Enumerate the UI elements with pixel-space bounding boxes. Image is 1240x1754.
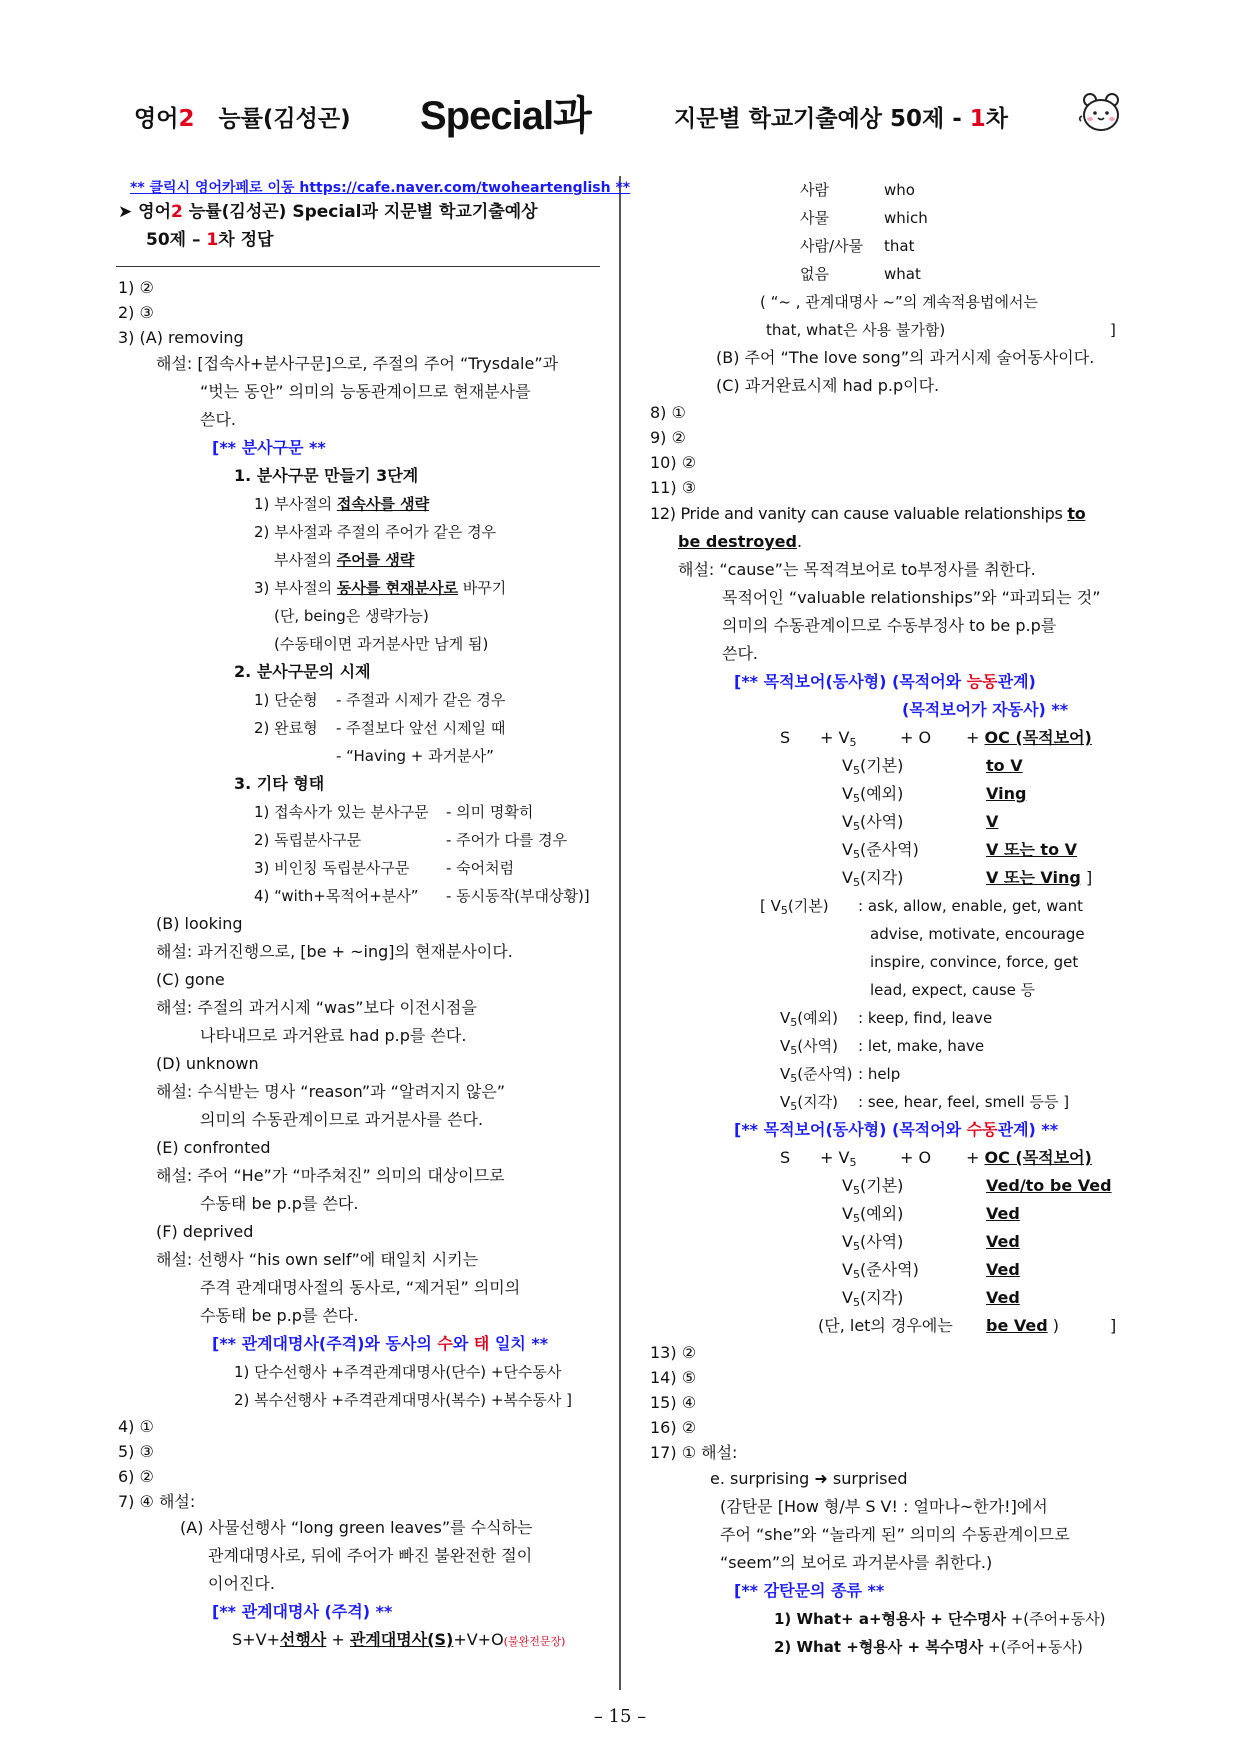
verb-list-row: $V_5$(사역) : let, make, have	[780, 1037, 985, 1057]
grammar-line: (단, being은 생략가능)	[274, 607, 429, 625]
explanation-line: 쓴다.	[200, 410, 236, 429]
header-lesson-title: Special과	[420, 94, 591, 138]
answer-2: 2) ③	[118, 303, 154, 322]
explanation-line: 해설: “cause”는 목적격보어로 to부정사를 취한다.	[678, 560, 1036, 579]
grammar-line: 1) 부사절의 접속사를 생략	[254, 495, 430, 513]
answer-12: 12) Pride and vanity can cause valuable relationships to	[650, 504, 1086, 523]
explanation-line: 관계대명사로, 뒤에 주어가 빠진 불완전한 절이	[208, 1546, 533, 1565]
answer-5: 5) ③	[118, 1442, 154, 1461]
grammar-subtitle: 1. 분사구문 만들기 3단계	[234, 466, 419, 485]
rel-table-row: 사람 who	[800, 181, 915, 199]
answer-13: 13) ②	[650, 1343, 697, 1362]
pattern-row: $V_5$(사역) V	[842, 812, 999, 833]
note-line: ( “~ , 관계대명사 ~”의 계속적용법에서는	[760, 293, 1039, 311]
explanation-line: 주어 “she”와 “놀라게 된” 의미의 수동관계이므로	[720, 1525, 1070, 1544]
grammar-line: 1) What+ a+형용사 + 단수명사 +(주어+동사)	[774, 1610, 1106, 1628]
answer-14: 14) ⑤	[650, 1368, 697, 1387]
column-divider	[619, 176, 621, 1690]
grammar-line: 2) What +형용사 + 복수명사 +(주어+동사)	[774, 1638, 1083, 1656]
bear-face-icon	[1076, 88, 1126, 138]
answer-10: 10) ②	[650, 453, 697, 472]
grammar-line: 4) “with+목적어+분사” - 동시동작(부대상황)]	[254, 887, 590, 905]
verb-list-row: lead, expect, cause 등	[870, 981, 1036, 999]
cafe-link[interactable]: ** 클릭시 영어카페로 이동 https://cafe.naver.com/twoheartenglish **	[130, 180, 631, 196]
rel-table-row: 사람/사물 that	[800, 237, 915, 255]
answer-title: ➤ 영어2 능률(김성곤) Special과 지문별 학교기출예상	[118, 202, 538, 222]
page-header	[130, 80, 1130, 140]
explanation-line: (A) 사물선행사 “long green leaves”를 수식하는	[180, 1518, 533, 1537]
grammar-box-title: [** 분사구문 **	[212, 438, 326, 457]
answer-11: 11) ③	[650, 478, 697, 497]
verb-list-row: [ $V_5$(기본) : ask, allow, enable, get, want	[760, 897, 1083, 917]
verb-list-row: inspire, convince, force, get	[870, 953, 1079, 971]
answer-part: (D) unknown	[156, 1054, 259, 1073]
answer-12-cont: be destroyed.	[678, 532, 803, 551]
explanation-line: 목적어인 “valuable relationships”와 “파괴되는 것”	[722, 588, 1101, 607]
explanation-line: 해설: 수식받는 명사 “reason”과 “알려지지 않은”	[156, 1082, 506, 1101]
grammar-line: 1) 단수선행사 +주격관계대명사(단수) +단수동사	[234, 1363, 562, 1381]
explanation-line: (B) 주어 “The love song”의 과거시제 술어동사이다.	[716, 348, 1095, 367]
explanation-line: 해설: 선행사 “his own self”에 태일치 시키는	[156, 1250, 479, 1269]
grammar-box-title: [** 감탄문의 종류 **	[734, 1581, 885, 1600]
answer-title-line2: 50제 – 1차 정답	[146, 230, 274, 250]
explanation-line: “seem”의 보어로 과거분사를 취한다.)	[720, 1553, 993, 1572]
header-subject: 영어2 능률(김성곤)	[134, 106, 351, 132]
pattern-formula: S + $V_5$ + O + OC (목적보어)	[780, 1148, 1092, 1169]
verb-list-row: advise, motivate, encourage	[870, 925, 1085, 943]
grammar-box-title: (목적보어가 자동사) **	[902, 700, 1069, 719]
rel-table-row: 사물 which	[800, 209, 928, 227]
page-number: – 15 –	[593, 1706, 647, 1727]
answer-6: 6) ②	[118, 1467, 154, 1486]
explanation-line: 의미의 수동관계이므로 수동부정사 to be p.p를	[722, 616, 1057, 635]
answer-17: 17) ① 해설:	[650, 1443, 738, 1462]
explanation-line: “벗는 동안” 의미의 능동관계이므로 현재분사를	[200, 382, 531, 401]
answer-8: 8) ①	[650, 403, 686, 422]
grammar-box-title: [** 목적보어(동사형) (목적어와 수동관계) **	[734, 1120, 1059, 1139]
grammar-line: 3) 비인칭 독립분사구문 - 숙어처럼	[254, 859, 515, 877]
verb-list-row: $V_5$(준사역) : help	[780, 1065, 901, 1085]
explanation-line: 주격 관계대명사절의 동사로, “제거된” 의미의	[200, 1278, 521, 1297]
grammar-line: 부사절의 주어를 생략	[274, 551, 415, 569]
pattern-row: $V_5$(지각) Ved	[842, 1288, 1020, 1309]
answer-part: (C) gone	[156, 970, 225, 989]
answer-9: 9) ②	[650, 428, 686, 447]
right-column	[650, 176, 1130, 1661]
pattern-note: (단, let의 경우에는 be Ved ) ]	[818, 1316, 1117, 1335]
left-column	[118, 176, 631, 1654]
pattern-row: $V_5$(기본) Ved/to be Ved	[842, 1176, 1112, 1197]
explanation-line: 이어진다.	[208, 1574, 275, 1593]
verb-list-row: $V_5$(예외) : keep, find, leave	[780, 1009, 993, 1029]
answer-16: 16) ②	[650, 1418, 697, 1437]
note-line: that, what은 사용 불가함) ]	[766, 321, 1116, 339]
grammar-line: - “Having + 과거분사”	[336, 747, 494, 765]
grammar-line: S+V+선행사 + 관계대명사(S)+V+O(불완전문장)	[232, 1630, 566, 1649]
explanation-line: 수동태 be p.p를 쓴다.	[200, 1194, 359, 1213]
pattern-row: $V_5$(사역) Ved	[842, 1232, 1020, 1253]
pattern-row: $V_5$(준사역) Ved	[842, 1260, 1020, 1281]
explanation-line: 쓴다.	[722, 644, 758, 663]
answer-part: (F) deprived	[156, 1222, 254, 1241]
explanation-line: 나타내므로 과거완료 had p.p를 쓴다.	[200, 1026, 467, 1045]
explanation-line: 해설: 주절의 과거시제 “was”보다 이전시점을	[156, 998, 477, 1017]
answer-part: (E) confronted	[156, 1138, 271, 1157]
grammar-line: 2) 독립분사구문 - 주어가 다를 경우	[254, 831, 568, 849]
grammar-line: 3) 부사절의 동사를 현재분사로 바꾸기	[254, 579, 507, 597]
explanation-line: 의미의 수동관계이므로 과거분사를 쓴다.	[200, 1110, 484, 1129]
answer-part: (B) looking	[156, 914, 243, 933]
grammar-box-title: [** 관계대명사(주격)와 동사의 수와 태 일치 **	[212, 1334, 549, 1353]
pattern-row: $V_5$(준사역) V 또는 to V	[842, 840, 1078, 861]
header-exam-title: 지문별 학교기출예상 50제 - 1차	[674, 106, 1008, 132]
explanation-line: (C) 과거완료시제 had p.p이다.	[716, 376, 940, 395]
grammar-line: 2) 부사절과 주절의 주어가 같은 경우	[254, 523, 497, 541]
answer-4: 4) ①	[118, 1417, 154, 1436]
verb-list-row: $V_5$(지각) : see, hear, feel, smell 등등 ]	[780, 1093, 1070, 1113]
explanation-line: e. surprising ➜ surprised	[710, 1469, 908, 1488]
pattern-row: $V_5$(예외) Ving	[842, 784, 1027, 805]
answer-15: 15) ④	[650, 1393, 697, 1412]
pattern-row: $V_5$(지각) V 또는 Ving ]	[842, 868, 1093, 889]
pattern-row: $V_5$(예외) Ved	[842, 1204, 1020, 1225]
grammar-subtitle: 3. 기타 형태	[234, 774, 325, 793]
pattern-formula: S + $V_5$ + O + OC (목적보어)	[780, 728, 1092, 749]
grammar-box-title: [** 목적보어(동사형) (목적어와 능동관계)	[734, 672, 1036, 691]
explanation-line: (감탄문 [How 형/부 S V! : 얼마나~한가!]에서	[720, 1497, 1048, 1516]
grammar-line: 1) 접속사가 있는 분사구문 - 의미 명확히	[254, 803, 534, 821]
grammar-box-title: [** 관계대명사 (주격) **	[212, 1602, 393, 1621]
answer-7: 7) ④ 해설:	[118, 1492, 196, 1511]
explanation-line: 해설: 주어 “He”가 “마주쳐진” 의미의 대상이므로	[156, 1166, 505, 1185]
answer-3: 3) (A) removing	[118, 328, 244, 347]
grammar-line: 2) 완료형 - 주절보다 앞선 시제일 때	[254, 719, 506, 737]
title-rule	[116, 266, 600, 267]
grammar-line: (수동태이면 과거분사만 남게 됨)	[274, 635, 489, 653]
explanation-line: 해설: [접속사+분사구문]으로, 주절의 주어 “Trysdale”과	[156, 354, 559, 373]
grammar-subtitle: 2. 분사구문의 시제	[234, 662, 371, 681]
grammar-line: 2) 복수선행사 +주격관계대명사(복수) +복수동사 ]	[234, 1391, 572, 1409]
rel-table-row: 없음 what	[800, 265, 921, 283]
grammar-line: 1) 단순형 - 주절과 시제가 같은 경우	[254, 691, 506, 709]
explanation-line: 수동태 be p.p를 쓴다.	[200, 1306, 359, 1325]
answer-1: 1) ②	[118, 278, 154, 297]
explanation-line: 해설: 과거진행으로, [be + ~ing]의 현재분사이다.	[156, 942, 513, 961]
pattern-row: $V_5$(기본) to V	[842, 756, 1023, 777]
